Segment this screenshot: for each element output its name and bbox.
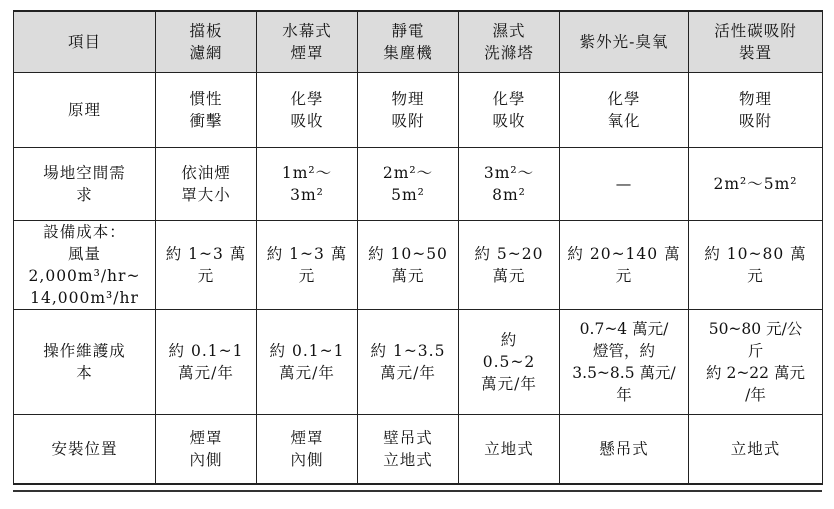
row-label-text: 操作維護成 <box>43 342 126 360</box>
table-cell <box>358 148 459 221</box>
cell-text: 煙罩 <box>189 429 223 447</box>
table-cell <box>560 310 689 415</box>
cell-text: 5m² <box>391 186 425 204</box>
cell-text: 年 <box>616 386 632 404</box>
cell-text: 化學 <box>492 90 526 108</box>
cell-text: 2m²～5m² <box>713 175 798 193</box>
row-label <box>14 148 156 221</box>
cell-text: 立地式 <box>730 440 781 458</box>
header-text: 洗滌塔 <box>484 44 534 62</box>
cell-text: 元 <box>747 267 764 285</box>
cell-text: 萬元/年 <box>380 364 436 382</box>
row-label-text: 原理 <box>67 101 101 119</box>
header-cell-item <box>14 11 156 73</box>
bottom-divider <box>13 490 822 492</box>
cell-text: 1m²～ <box>281 164 333 182</box>
header-text: 擋板 <box>189 22 223 40</box>
row-principle <box>14 73 823 148</box>
cell-text: 萬元 <box>391 267 425 285</box>
cell-text: 內側 <box>290 451 324 469</box>
row-label <box>14 221 156 310</box>
header-cell-uv-ozone <box>560 11 689 73</box>
table-body <box>14 11 823 484</box>
header-cell-water-curtain-hood <box>257 11 358 73</box>
table-cell <box>689 415 823 485</box>
table-cell <box>560 415 689 485</box>
cell-text: 物理 <box>738 90 772 108</box>
cell-text: 罩大小 <box>181 186 231 204</box>
cell-text: 3.5~8.5 萬元/ <box>572 364 676 382</box>
header-text: 煙罩 <box>290 44 324 62</box>
cell-text: 壁吊式 <box>383 429 433 447</box>
cell-text: 約 1~3 萬 <box>165 245 247 263</box>
cell-text: 約 <box>500 331 518 349</box>
table-cell <box>459 310 560 415</box>
table-cell <box>257 73 358 148</box>
row-label-text: 求 <box>76 186 93 204</box>
table-cell <box>459 415 560 485</box>
cell-text: 吸附 <box>738 112 772 130</box>
cell-text: 萬元/年 <box>178 364 234 382</box>
table-cell <box>358 73 459 148</box>
table-cell <box>257 221 358 310</box>
cell-text: 約 10~80 萬 <box>704 245 807 263</box>
cell-text: 依油煙 <box>181 164 231 182</box>
table-cell <box>560 73 689 148</box>
table-cell <box>257 310 358 415</box>
table-cell <box>459 148 560 221</box>
table-cell <box>560 148 689 221</box>
comparison-table <box>13 10 823 485</box>
row-label-text: 風量 <box>67 245 101 263</box>
row-label <box>14 310 156 415</box>
cell-text: 元 <box>197 267 215 285</box>
header-text: 濕式 <box>492 22 526 40</box>
header-text: 紫外光-臭氧 <box>579 33 669 51</box>
cell-text: 約 0.1~1 <box>269 342 345 360</box>
cell-text: 萬元/年 <box>279 364 335 382</box>
table-cell <box>358 415 459 485</box>
table-cell <box>689 73 823 148</box>
cell-text: 約 5~20 <box>474 245 544 263</box>
header-cell-activated-carbon <box>689 11 823 73</box>
table-cell <box>156 221 257 310</box>
cell-text: 內側 <box>189 451 223 469</box>
row-label-text: 2,000m³/hr~ <box>28 267 141 285</box>
cell-text: 斤 <box>747 342 764 360</box>
header-text: 集塵機 <box>383 44 433 62</box>
cell-text: 約 1~3 萬 <box>266 245 348 263</box>
cell-text: 立地式 <box>484 440 534 458</box>
row-label-text: 本 <box>76 364 93 382</box>
row-equipment-cost <box>14 221 823 310</box>
header-cell-wet-scrubber <box>459 11 560 73</box>
header-text: 濾網 <box>189 44 223 62</box>
cell-text: 衝擊 <box>189 112 223 130</box>
cell-text: 0.5~2 <box>482 353 536 371</box>
cell-text: 吸收 <box>492 112 526 130</box>
cell-text: 50~80 元/公 <box>708 320 803 338</box>
table-cell <box>156 415 257 485</box>
table-cell <box>689 310 823 415</box>
table-cell <box>689 221 823 310</box>
cell-text: 慣性 <box>189 90 223 108</box>
row-label <box>14 415 156 485</box>
table-cell <box>156 73 257 148</box>
table-cell <box>257 415 358 485</box>
table-cell <box>459 221 560 310</box>
header-row <box>14 11 823 73</box>
table-cell <box>358 310 459 415</box>
header-cell-electrostatic-precipitator <box>358 11 459 73</box>
cell-text: 3m² <box>290 186 324 204</box>
cell-text: 物理 <box>391 90 425 108</box>
header-cell-baffle-filter <box>156 11 257 73</box>
row-label-text: 設備成本： <box>43 223 126 241</box>
cell-text: 氧化 <box>607 112 641 130</box>
table-cell <box>257 148 358 221</box>
table-cell <box>560 221 689 310</box>
header-text: 靜電 <box>391 22 425 40</box>
header-text: 活性碳吸附 <box>714 22 797 40</box>
row-label-text: 安裝位置 <box>51 440 118 458</box>
header-text: 項目 <box>67 33 101 51</box>
cell-text: 元 <box>615 267 633 285</box>
table-cell <box>358 221 459 310</box>
cell-text: 8m² <box>492 186 526 204</box>
row-installation-position <box>14 415 823 485</box>
header-text: 裝置 <box>738 44 772 62</box>
cell-text: 約 0.1~1 <box>168 342 244 360</box>
cell-text: 約 2~22 萬元 <box>706 364 805 382</box>
cell-text: 0.7~4 萬元/ <box>579 320 669 338</box>
table-cell <box>459 73 560 148</box>
cell-text: 萬元/年 <box>481 375 537 393</box>
row-space-requirement <box>14 148 823 221</box>
cell-text: 2m²～ <box>382 164 434 182</box>
cell-text: 約 20~140 萬 <box>567 245 681 263</box>
cell-text: — <box>615 175 633 193</box>
cell-text: 約 10~50 <box>368 245 448 263</box>
cell-text: 立地式 <box>383 451 433 469</box>
table-cell <box>156 310 257 415</box>
cell-text: 燈管，約 <box>592 342 655 360</box>
cell-text: 吸附 <box>391 112 425 130</box>
cell-text: 約 1~3.5 <box>370 342 446 360</box>
row-maintenance-cost <box>14 310 823 415</box>
table-cell <box>689 148 823 221</box>
header-text: 水幕式 <box>282 22 332 40</box>
cell-text: 3m²～ <box>483 164 535 182</box>
cell-text: 煙罩 <box>290 429 324 447</box>
cell-text: 萬元 <box>492 267 526 285</box>
cell-text: 懸吊式 <box>599 440 649 458</box>
cell-text: /年 <box>745 386 766 404</box>
cell-text: 化學 <box>290 90 324 108</box>
row-label-text: 場地空間需 <box>43 164 126 182</box>
cell-text: 化學 <box>607 90 641 108</box>
cell-text: 元 <box>298 267 316 285</box>
row-label-text: 14,000m³/hr <box>30 289 139 307</box>
cell-text: 吸收 <box>290 112 324 130</box>
table-cell <box>156 148 257 221</box>
row-label <box>14 73 156 148</box>
